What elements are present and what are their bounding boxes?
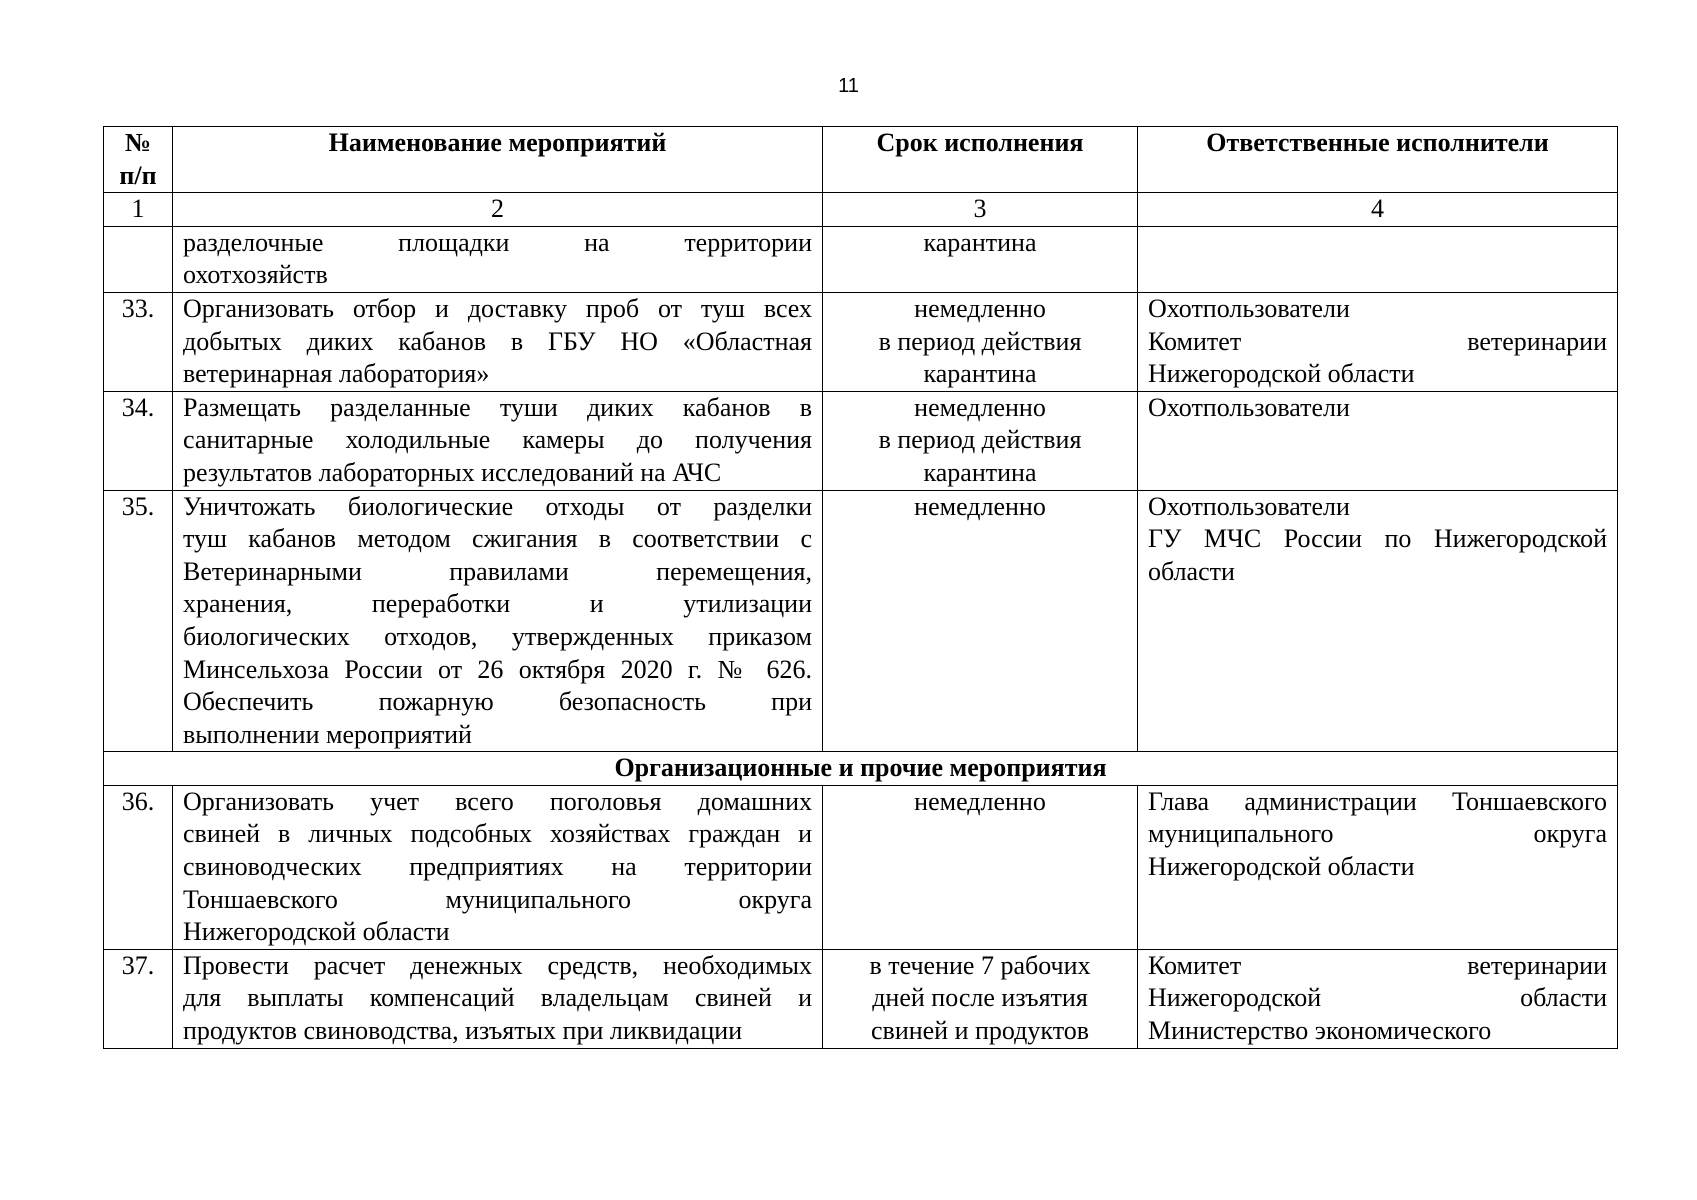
- responsible-executors: [1138, 226, 1618, 292]
- responsible-executors-line: области: [1148, 556, 1235, 586]
- measure-name-line: Уничтожать биологические отходы от разделки: [183, 491, 812, 521]
- measure-name-line: Размещать разделанные туши диких кабанов в: [183, 392, 812, 422]
- measure-name-line: Минсельхоза России от 26 октября 2020 г. № 626.: [183, 654, 812, 684]
- measure-name: [173, 785, 823, 949]
- column-number: 1: [104, 193, 173, 227]
- responsible-executors-line: Министерство экономического: [1148, 1016, 1492, 1046]
- header-responsible: Ответственные исполнители: [1138, 127, 1618, 193]
- measure-name: [173, 292, 823, 391]
- execution-term-line: свиней и продуктов: [871, 1016, 1089, 1046]
- measure-name-line: туш кабанов методом сжигания в соответствии с: [183, 524, 812, 554]
- measure-name: [173, 490, 823, 752]
- execution-term: [823, 490, 1138, 752]
- responsible-executors-line: Комитет ветеринарии: [1148, 326, 1607, 356]
- responsible-executors-line: Охотпользователи: [1148, 491, 1350, 521]
- row-number: 34.: [104, 391, 173, 490]
- measure-name-line: Нижегородской области: [183, 917, 450, 947]
- execution-term-line: в период действия: [878, 425, 1082, 455]
- execution-term: [823, 785, 1138, 949]
- measure-name-line: Провести расчет денежных средств, необходимых: [183, 950, 812, 980]
- measure-name-line: хранения, переработки и утилизации: [183, 589, 812, 619]
- section-title: Организационные и прочие мероприятия: [104, 752, 1618, 786]
- row-number: 35.: [104, 490, 173, 752]
- measure-name-line: продуктов свиноводства, изъятых при ликвидации: [183, 1016, 743, 1046]
- page-number: 11: [838, 75, 859, 97]
- table-row: [104, 391, 1618, 490]
- responsible-executors-line: муниципального округа: [1148, 819, 1607, 849]
- responsible-executors: [1138, 490, 1618, 752]
- table-row: [104, 949, 1618, 1048]
- execution-term-line: карантина: [923, 227, 1037, 257]
- measure-name-line: Обеспечить пожарную безопасность при: [183, 687, 812, 717]
- header-name: Наименование мероприятий: [173, 127, 823, 193]
- execution-term-line: в течение 7 рабочих: [869, 950, 1091, 980]
- measure-name-line: ветеринарная лаборатория»: [183, 359, 490, 389]
- execution-term-line: немедленно: [914, 491, 1046, 521]
- responsible-executors: [1138, 292, 1618, 391]
- execution-term: [823, 391, 1138, 490]
- measure-name-line: свиноводческих предприятиях на территории: [183, 852, 812, 882]
- responsible-executors: [1138, 949, 1618, 1048]
- row-number: 37.: [104, 949, 173, 1048]
- row-number: [104, 226, 173, 292]
- measure-name: [173, 949, 823, 1048]
- column-number: 2: [173, 193, 823, 227]
- column-numbers-row: [104, 193, 1618, 227]
- measure-name-line: добытых диких кабанов в ГБУ НО «Областная: [183, 326, 812, 356]
- execution-term-line: в период действия: [878, 326, 1082, 356]
- column-number: 3: [823, 193, 1138, 227]
- execution-term: [823, 292, 1138, 391]
- responsible-executors-line: Нижегородской области: [1148, 359, 1415, 389]
- execution-term-line: немедленно: [914, 392, 1046, 422]
- table-row: [104, 226, 1618, 292]
- measure-name: [173, 391, 823, 490]
- measure-name: [173, 226, 823, 292]
- section-row: [104, 752, 1618, 786]
- measure-name-line: результатов лабораторных исследований на АЧС: [183, 457, 722, 487]
- responsible-executors-line: Охотпользователи: [1148, 392, 1350, 422]
- header-term: Срок исполнения: [823, 127, 1138, 193]
- header-row: [104, 127, 1618, 193]
- execution-term: [823, 949, 1138, 1048]
- measure-name-line: санитарные холодильные камеры до получения: [183, 425, 812, 455]
- execution-term-line: карантина: [923, 359, 1037, 389]
- responsible-executors: [1138, 391, 1618, 490]
- measure-name-line: Ветеринарными правилами перемещения,: [183, 556, 812, 586]
- row-number: 33.: [104, 292, 173, 391]
- measure-name-line: для выплаты компенсаций владельцам свиней и: [183, 983, 812, 1013]
- measure-name-line: свиней в личных подсобных хозяйствах граждан и: [183, 819, 812, 849]
- execution-term-line: дней после изъятия: [872, 983, 1088, 1013]
- measure-name-line: Организовать отбор и доставку проб от туш всех: [183, 293, 812, 323]
- responsible-executors-line: Охотпользователи: [1148, 293, 1350, 323]
- execution-term-line: немедленно: [914, 293, 1046, 323]
- execution-term-line: карантина: [923, 457, 1037, 487]
- measure-name-line: выполнении мероприятий: [183, 719, 472, 749]
- column-number: 4: [1138, 193, 1618, 227]
- responsible-executors-line: Комитет ветеринарии: [1148, 950, 1607, 980]
- measure-name-line: Тоншаевского муниципального округа: [183, 884, 812, 914]
- table-row: [104, 785, 1618, 949]
- measure-name-line: охотхозяйств: [183, 260, 328, 290]
- row-number: 36.: [104, 785, 173, 949]
- responsible-executors-line: Глава администрации Тоншаевского: [1148, 786, 1607, 816]
- measure-name-line: Организовать учет всего поголовья домашних: [183, 786, 812, 816]
- measures-table: [103, 126, 1618, 1049]
- measure-name-line: биологических отходов, утвержденных приказом: [183, 621, 812, 651]
- execution-term: [823, 226, 1138, 292]
- header-num: № п/п: [104, 127, 173, 193]
- responsible-executors: [1138, 785, 1618, 949]
- responsible-executors-line: Нижегородской области: [1148, 852, 1415, 882]
- execution-term-line: немедленно: [914, 786, 1046, 816]
- table-body: [104, 226, 1618, 1048]
- responsible-executors-line: Нижегородской области: [1148, 983, 1607, 1013]
- table-row: [104, 490, 1618, 752]
- measure-name-line: разделочные площадки на территории: [183, 227, 812, 257]
- table-row: [104, 292, 1618, 391]
- responsible-executors-line: ГУ МЧС России по Нижегородской: [1148, 524, 1607, 554]
